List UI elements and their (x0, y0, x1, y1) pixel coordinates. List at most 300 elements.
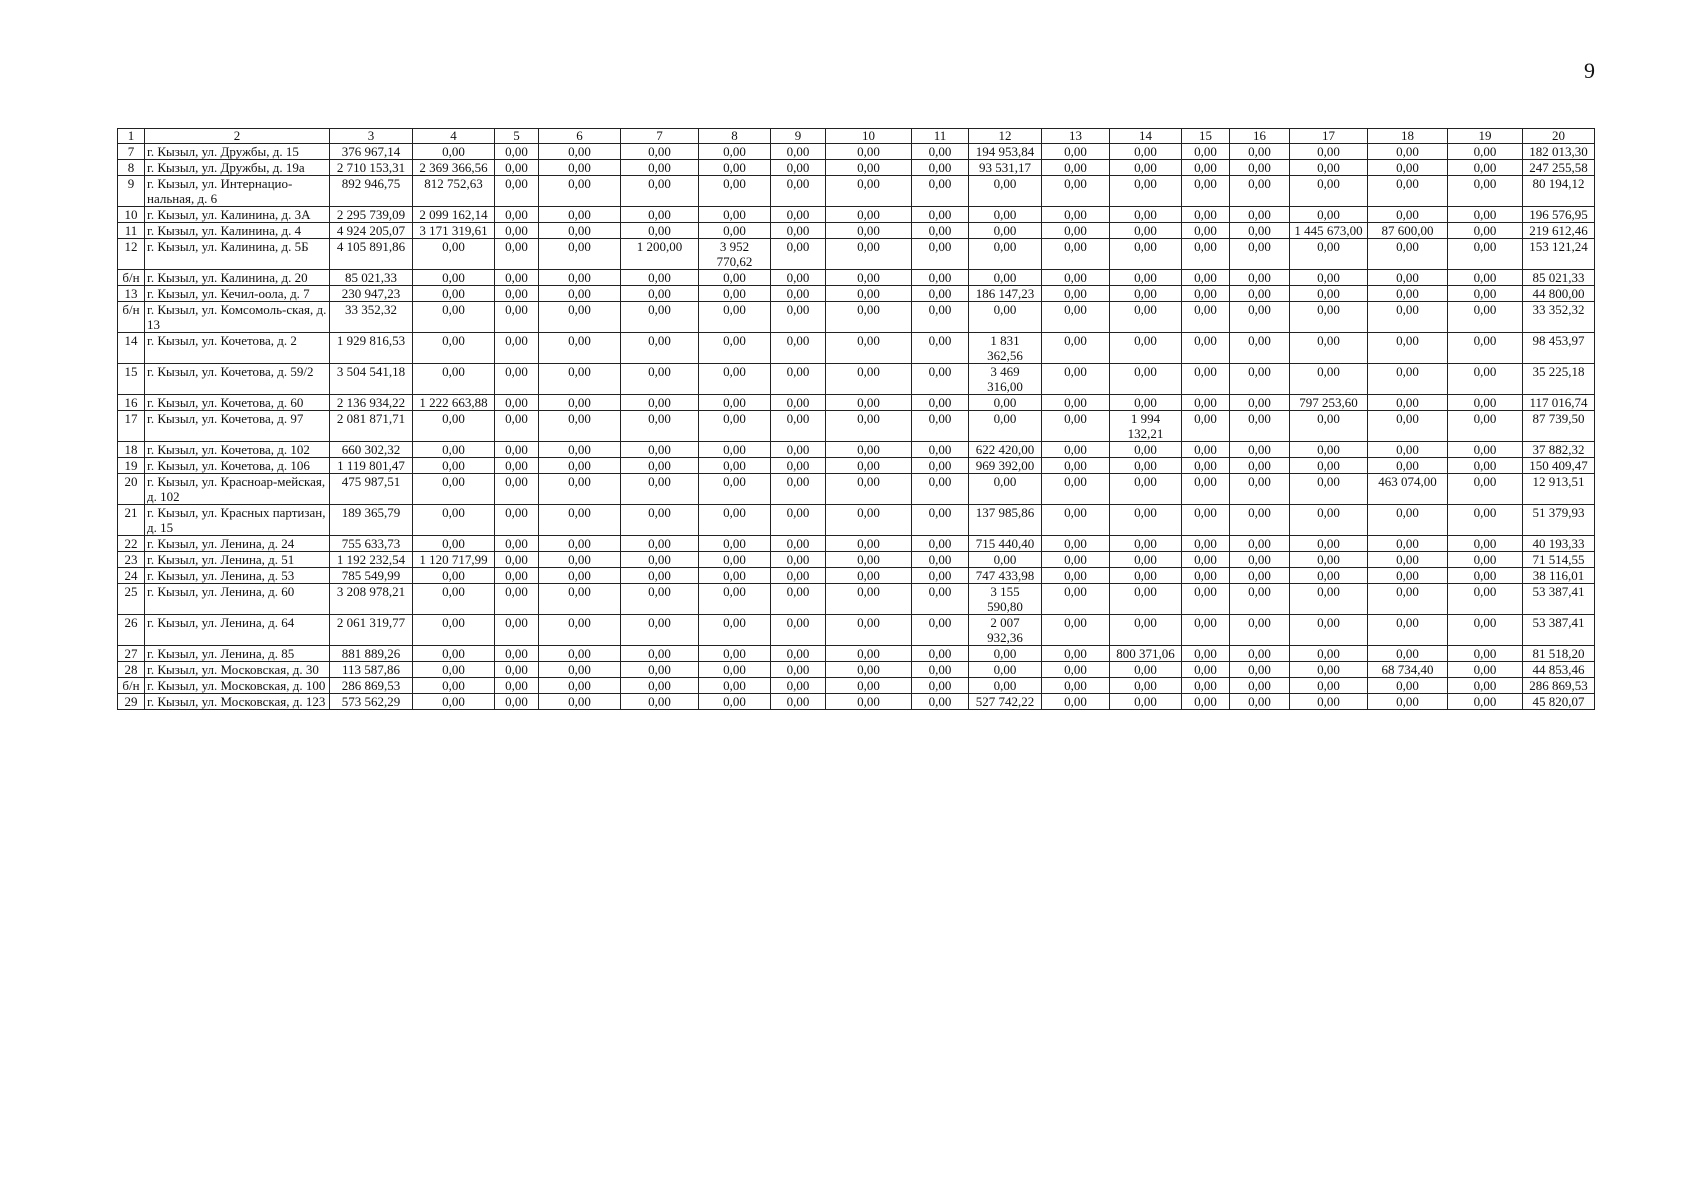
amount-cell: 0,00 (771, 160, 826, 176)
amount-cell: 196 576,95 (1523, 207, 1595, 223)
amount-cell: 0,00 (1230, 160, 1290, 176)
header-row (118, 129, 1595, 144)
amount-cell: 0,00 (826, 568, 912, 584)
amount-cell: 2 295 739,09 (330, 207, 413, 223)
amount-cell: 0,00 (1110, 694, 1182, 710)
column-header: 19 (1448, 129, 1523, 144)
amount-cell: 0,00 (771, 694, 826, 710)
amount-cell: 0,00 (413, 458, 495, 474)
amount-cell: 219 612,46 (1523, 223, 1595, 239)
amount-cell: 2 061 319,77 (330, 615, 413, 646)
column-header: 4 (413, 129, 495, 144)
amount-cell: 0,00 (771, 239, 826, 270)
amount-cell: 0,00 (621, 678, 699, 694)
amount-cell: 0,00 (495, 662, 539, 678)
amount-cell: 0,00 (826, 694, 912, 710)
amount-cell: 0,00 (413, 286, 495, 302)
amount-cell: 2 136 934,22 (330, 395, 413, 411)
amount-cell: 0,00 (912, 442, 969, 458)
amount-cell: 0,00 (1182, 646, 1230, 662)
amount-cell: 0,00 (1182, 286, 1230, 302)
amount-cell: 0,00 (826, 395, 912, 411)
amount-cell: 0,00 (1042, 474, 1110, 505)
amount-cell: 0,00 (969, 270, 1042, 286)
amount-cell: 0,00 (413, 411, 495, 442)
amount-cell: 0,00 (1290, 662, 1368, 678)
amount-cell: 1 120 717,99 (413, 552, 495, 568)
amount-cell: 475 987,51 (330, 474, 413, 505)
amount-cell: 0,00 (771, 458, 826, 474)
amount-cell: 0,00 (1448, 176, 1523, 207)
amount-cell: 53 387,41 (1523, 584, 1595, 615)
amount-cell: 0,00 (1290, 302, 1368, 333)
amount-cell: 0,00 (699, 364, 771, 395)
amount-cell: 0,00 (1182, 536, 1230, 552)
column-header: 11 (912, 129, 969, 144)
amount-cell: 0,00 (826, 302, 912, 333)
amount-cell: 0,00 (413, 505, 495, 536)
amount-cell: 0,00 (1230, 207, 1290, 223)
amount-cell: 0,00 (1182, 458, 1230, 474)
table-row (118, 615, 1595, 646)
amount-cell: 0,00 (413, 568, 495, 584)
amount-cell: 0,00 (1110, 505, 1182, 536)
amount-cell: 0,00 (699, 536, 771, 552)
column-header: 12 (969, 129, 1042, 144)
amount-cell: 286 869,53 (330, 678, 413, 694)
amount-cell: 0,00 (699, 568, 771, 584)
amount-cell: 0,00 (1182, 411, 1230, 442)
amount-cell: 0,00 (969, 474, 1042, 505)
column-header: 20 (1523, 129, 1595, 144)
row-number-cell: 27 (118, 646, 145, 662)
amount-cell: 3 171 319,61 (413, 223, 495, 239)
amount-cell: 0,00 (1230, 568, 1290, 584)
address-cell: г. Кызыл, ул. Калинина, д. 4 (145, 223, 330, 239)
row-number-cell: 23 (118, 552, 145, 568)
amount-cell: 4 924 205,07 (330, 223, 413, 239)
amount-cell: 0,00 (621, 286, 699, 302)
amount-cell: 2 007 932,36 (969, 615, 1042, 646)
amount-cell: 0,00 (1230, 176, 1290, 207)
column-header: 2 (145, 129, 330, 144)
amount-cell: 0,00 (969, 646, 1042, 662)
amount-cell: 0,00 (912, 207, 969, 223)
amount-cell: 0,00 (1042, 662, 1110, 678)
amount-cell: 622 420,00 (969, 442, 1042, 458)
amount-cell: 0,00 (621, 176, 699, 207)
amount-cell: 0,00 (1110, 364, 1182, 395)
amount-cell: 0,00 (912, 552, 969, 568)
amount-cell: 0,00 (1110, 286, 1182, 302)
amount-cell: 0,00 (413, 239, 495, 270)
amount-cell: 0,00 (1182, 584, 1230, 615)
amount-cell: 33 352,32 (1523, 302, 1595, 333)
amount-cell: 0,00 (413, 536, 495, 552)
amount-cell: 0,00 (1368, 302, 1448, 333)
row-number-cell: 29 (118, 694, 145, 710)
amount-cell: 0,00 (621, 552, 699, 568)
amount-cell: 0,00 (826, 160, 912, 176)
amount-cell: 153 121,24 (1523, 239, 1595, 270)
amount-cell: 0,00 (771, 364, 826, 395)
amount-cell: 0,00 (826, 678, 912, 694)
amount-cell: 38 116,01 (1523, 568, 1595, 584)
amount-cell: 0,00 (1110, 536, 1182, 552)
amount-cell: 0,00 (1448, 474, 1523, 505)
amount-cell: 0,00 (826, 552, 912, 568)
amount-cell: 0,00 (1230, 302, 1290, 333)
amount-cell: 0,00 (1182, 474, 1230, 505)
row-number-cell: б/н (118, 678, 145, 694)
address-cell: г. Кызыл, ул. Кечил-оола, д. 7 (145, 286, 330, 302)
amount-cell: 0,00 (621, 395, 699, 411)
amount-cell: 0,00 (495, 333, 539, 364)
table-row (118, 207, 1595, 223)
amount-cell: 0,00 (495, 286, 539, 302)
amount-cell: 0,00 (1290, 144, 1368, 160)
amount-cell: 0,00 (1042, 584, 1110, 615)
amount-cell: 0,00 (495, 584, 539, 615)
amount-cell: 0,00 (699, 505, 771, 536)
table-row (118, 411, 1595, 442)
amount-cell: 0,00 (912, 678, 969, 694)
amount-cell: 0,00 (912, 286, 969, 302)
address-cell: г. Кызыл, ул. Дружбы, д. 15 (145, 144, 330, 160)
amount-cell: 0,00 (912, 584, 969, 615)
amount-cell: 0,00 (826, 364, 912, 395)
amount-cell: 0,00 (1230, 364, 1290, 395)
amount-cell: 0,00 (1290, 176, 1368, 207)
amount-cell: 0,00 (912, 333, 969, 364)
amount-cell: 0,00 (1042, 395, 1110, 411)
amount-cell: 0,00 (771, 442, 826, 458)
amount-cell: 117 016,74 (1523, 395, 1595, 411)
amount-cell: 0,00 (699, 662, 771, 678)
row-number-cell: 11 (118, 223, 145, 239)
amount-cell: 0,00 (413, 474, 495, 505)
amount-cell: 527 742,22 (969, 694, 1042, 710)
amount-cell: 0,00 (1182, 364, 1230, 395)
row-number-cell: 28 (118, 662, 145, 678)
address-cell: г. Кызыл, ул. Кочетова, д. 106 (145, 458, 330, 474)
address-cell: г. Кызыл, ул. Московская, д. 123 (145, 694, 330, 710)
amount-cell: 0,00 (1110, 678, 1182, 694)
amount-cell: 0,00 (539, 536, 621, 552)
amount-cell: 0,00 (1290, 411, 1368, 442)
amount-cell: 0,00 (1290, 678, 1368, 694)
row-number-cell: 17 (118, 411, 145, 442)
amount-cell: 0,00 (539, 395, 621, 411)
amount-cell: 0,00 (1042, 615, 1110, 646)
amount-cell: 0,00 (1182, 552, 1230, 568)
amount-cell: 0,00 (1290, 364, 1368, 395)
amount-cell: 3 504 541,18 (330, 364, 413, 395)
amount-cell: 0,00 (621, 536, 699, 552)
amount-cell: 0,00 (771, 207, 826, 223)
row-number-cell: 9 (118, 176, 145, 207)
address-cell: г. Кызыл, ул. Кочетова, д. 102 (145, 442, 330, 458)
row-number-cell: 24 (118, 568, 145, 584)
amount-cell: 0,00 (1368, 160, 1448, 176)
amount-cell: 0,00 (1368, 615, 1448, 646)
amount-cell: 0,00 (699, 144, 771, 160)
amount-cell: 0,00 (621, 568, 699, 584)
amount-cell: 0,00 (1368, 646, 1448, 662)
amount-cell: 0,00 (1182, 207, 1230, 223)
amount-cell: 0,00 (539, 442, 621, 458)
amount-cell: 0,00 (1448, 395, 1523, 411)
table-row (118, 223, 1595, 239)
amount-cell: 0,00 (1448, 458, 1523, 474)
row-number-cell: 16 (118, 395, 145, 411)
amount-cell: 0,00 (1042, 286, 1110, 302)
amount-cell: 0,00 (826, 176, 912, 207)
amount-cell: 0,00 (1042, 364, 1110, 395)
amount-cell: 0,00 (912, 395, 969, 411)
address-cell: г. Кызыл, ул. Ленина, д. 53 (145, 568, 330, 584)
amount-cell: 0,00 (1110, 568, 1182, 584)
amount-cell: 0,00 (826, 411, 912, 442)
amount-cell: 0,00 (1182, 302, 1230, 333)
amount-cell: 0,00 (1290, 694, 1368, 710)
amount-cell: 0,00 (1290, 505, 1368, 536)
amount-cell: 37 882,32 (1523, 442, 1595, 458)
amount-cell: 0,00 (771, 223, 826, 239)
amount-cell: 0,00 (1230, 239, 1290, 270)
column-header: 8 (699, 129, 771, 144)
amount-cell: 0,00 (1230, 286, 1290, 302)
amount-cell: 0,00 (539, 615, 621, 646)
amount-cell: 247 255,58 (1523, 160, 1595, 176)
amount-cell: 0,00 (539, 646, 621, 662)
amount-cell: 0,00 (1448, 442, 1523, 458)
table-row (118, 458, 1595, 474)
column-header: 15 (1182, 129, 1230, 144)
column-header: 14 (1110, 129, 1182, 144)
amount-cell: 0,00 (771, 302, 826, 333)
amount-cell: 0,00 (1110, 474, 1182, 505)
amount-cell: 0,00 (1230, 395, 1290, 411)
amount-cell: 0,00 (771, 662, 826, 678)
amount-cell: 0,00 (912, 536, 969, 552)
amount-cell: 0,00 (1110, 144, 1182, 160)
amount-cell: 0,00 (1368, 270, 1448, 286)
amount-cell: 0,00 (699, 646, 771, 662)
amount-cell: 0,00 (771, 568, 826, 584)
amount-cell: 0,00 (1290, 584, 1368, 615)
row-number-cell: 20 (118, 474, 145, 505)
amount-cell: 0,00 (1110, 662, 1182, 678)
amount-cell: 0,00 (1230, 144, 1290, 160)
amount-cell: 0,00 (969, 552, 1042, 568)
amount-cell: 0,00 (621, 474, 699, 505)
amount-cell: 0,00 (413, 694, 495, 710)
amount-cell: 0,00 (1448, 646, 1523, 662)
amount-cell: 0,00 (539, 568, 621, 584)
amount-cell: 0,00 (621, 442, 699, 458)
amount-cell: 0,00 (621, 615, 699, 646)
amount-cell: 0,00 (1290, 286, 1368, 302)
row-number-cell: 25 (118, 584, 145, 615)
amount-cell: 1 445 673,00 (1290, 223, 1368, 239)
amount-cell: 0,00 (699, 160, 771, 176)
amount-cell: 0,00 (1448, 615, 1523, 646)
table-row (118, 568, 1595, 584)
amount-cell: 0,00 (621, 160, 699, 176)
amount-cell: 0,00 (912, 474, 969, 505)
amount-cell: 0,00 (1368, 207, 1448, 223)
amount-cell: 0,00 (912, 646, 969, 662)
amount-cell: 0,00 (1182, 442, 1230, 458)
amount-cell: 0,00 (1368, 458, 1448, 474)
amount-cell: 80 194,12 (1523, 176, 1595, 207)
table-row (118, 694, 1595, 710)
amount-cell: 0,00 (413, 144, 495, 160)
amount-cell: 0,00 (495, 694, 539, 710)
row-number-cell: 18 (118, 442, 145, 458)
address-cell: г. Кызыл, ул. Интернацио-нальная, д. 6 (145, 176, 330, 207)
row-number-cell: 12 (118, 239, 145, 270)
amount-cell: 0,00 (621, 646, 699, 662)
amount-cell: 0,00 (969, 678, 1042, 694)
table-row (118, 160, 1595, 176)
row-number-cell: 14 (118, 333, 145, 364)
amount-cell: 0,00 (495, 239, 539, 270)
amount-cell: 0,00 (495, 536, 539, 552)
amount-cell: 0,00 (1110, 333, 1182, 364)
address-cell: г. Кызыл, ул. Калинина, д. 3А (145, 207, 330, 223)
amount-cell: 4 105 891,86 (330, 239, 413, 270)
row-number-cell: 19 (118, 458, 145, 474)
amount-cell: 0,00 (539, 207, 621, 223)
amount-cell: 0,00 (826, 144, 912, 160)
amount-cell: 0,00 (1182, 160, 1230, 176)
amount-cell: 0,00 (1042, 552, 1110, 568)
amount-cell: 0,00 (495, 411, 539, 442)
table-row (118, 536, 1595, 552)
address-cell: г. Кызыл, ул. Кочетова, д. 2 (145, 333, 330, 364)
amount-cell: 0,00 (495, 678, 539, 694)
amount-cell: 0,00 (1368, 442, 1448, 458)
table-row (118, 646, 1595, 662)
table-row (118, 474, 1595, 505)
amount-cell: 0,00 (495, 302, 539, 333)
amount-cell: 2 081 871,71 (330, 411, 413, 442)
amount-cell: 0,00 (1042, 678, 1110, 694)
amount-cell: 0,00 (1448, 239, 1523, 270)
address-cell: г. Кызыл, ул. Кочетова, д. 60 (145, 395, 330, 411)
amount-cell: 0,00 (1290, 458, 1368, 474)
column-header: 13 (1042, 129, 1110, 144)
amount-cell: 189 365,79 (330, 505, 413, 536)
amount-cell: 0,00 (1230, 678, 1290, 694)
amount-cell: 0,00 (1448, 286, 1523, 302)
amount-cell: 0,00 (621, 364, 699, 395)
column-header: 18 (1368, 129, 1448, 144)
amount-cell: 0,00 (826, 505, 912, 536)
amount-cell: 0,00 (1182, 176, 1230, 207)
amount-cell: 0,00 (1448, 160, 1523, 176)
amount-cell: 0,00 (771, 270, 826, 286)
amount-cell: 137 985,86 (969, 505, 1042, 536)
amount-cell: 0,00 (771, 333, 826, 364)
address-cell: г. Кызыл, ул. Ленина, д. 60 (145, 584, 330, 615)
amount-cell: 0,00 (1042, 270, 1110, 286)
amount-cell: 0,00 (1230, 662, 1290, 678)
table-row (118, 552, 1595, 568)
amount-cell: 3 469 316,00 (969, 364, 1042, 395)
amount-cell: 0,00 (826, 223, 912, 239)
table-row (118, 286, 1595, 302)
amount-cell: 715 440,40 (969, 536, 1042, 552)
amount-cell: 0,00 (912, 144, 969, 160)
amount-cell: 0,00 (1368, 694, 1448, 710)
address-cell: г. Кызыл, ул. Комсомоль-ская, д. 13 (145, 302, 330, 333)
table-row (118, 239, 1595, 270)
amount-cell: 0,00 (826, 536, 912, 552)
amount-cell: 0,00 (1368, 176, 1448, 207)
amount-cell: 3 208 978,21 (330, 584, 413, 615)
amount-cell: 68 734,40 (1368, 662, 1448, 678)
amount-cell: 0,00 (413, 333, 495, 364)
amount-cell: 85 021,33 (330, 270, 413, 286)
amount-cell: 0,00 (912, 505, 969, 536)
amount-cell: 0,00 (771, 286, 826, 302)
address-cell: г. Кызыл, ул. Ленина, д. 64 (145, 615, 330, 646)
amount-cell: 0,00 (539, 223, 621, 239)
amount-cell: 0,00 (826, 239, 912, 270)
address-cell: г. Кызыл, ул. Калинина, д. 5Б (145, 239, 330, 270)
amount-cell: 0,00 (699, 678, 771, 694)
amount-cell: 0,00 (1290, 333, 1368, 364)
table-body (118, 144, 1595, 710)
amount-cell: 0,00 (1368, 411, 1448, 442)
amount-cell: 0,00 (1368, 333, 1448, 364)
amount-cell: 0,00 (1110, 302, 1182, 333)
amount-cell: 573 562,29 (330, 694, 413, 710)
amount-cell: 0,00 (1042, 223, 1110, 239)
amount-cell: 0,00 (495, 458, 539, 474)
amount-cell: 0,00 (1368, 552, 1448, 568)
amount-cell: 0,00 (771, 646, 826, 662)
column-header: 6 (539, 129, 621, 144)
amount-cell: 0,00 (539, 160, 621, 176)
amount-cell: 0,00 (1230, 536, 1290, 552)
amount-cell: 71 514,55 (1523, 552, 1595, 568)
amount-cell: 2 099 162,14 (413, 207, 495, 223)
amount-cell: 812 752,63 (413, 176, 495, 207)
amount-cell: 0,00 (621, 458, 699, 474)
amount-cell: 0,00 (1042, 239, 1110, 270)
amount-cell: 0,00 (1110, 584, 1182, 615)
amount-cell: 0,00 (771, 615, 826, 646)
column-header: 1 (118, 129, 145, 144)
amount-cell: 0,00 (1290, 568, 1368, 584)
amount-cell: 0,00 (826, 615, 912, 646)
amount-cell: 0,00 (1448, 678, 1523, 694)
address-cell: г. Кызыл, ул. Московская, д. 30 (145, 662, 330, 678)
amount-cell: 0,00 (969, 176, 1042, 207)
amount-cell: 113 587,86 (330, 662, 413, 678)
amount-cell: 0,00 (413, 364, 495, 395)
amount-cell: 0,00 (969, 223, 1042, 239)
amount-cell: 0,00 (1448, 505, 1523, 536)
amount-cell: 0,00 (1368, 286, 1448, 302)
amount-cell: 0,00 (413, 270, 495, 286)
amount-cell: 0,00 (1448, 223, 1523, 239)
amount-cell: 0,00 (1042, 536, 1110, 552)
